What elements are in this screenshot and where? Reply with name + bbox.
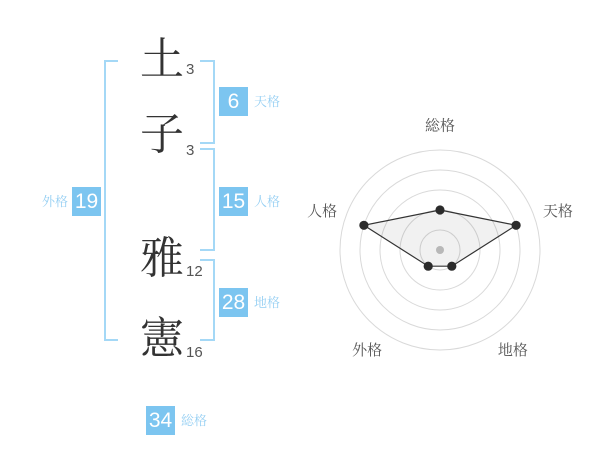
axis-label-1: 天格 [542, 203, 573, 221]
soukaku-label: 総格 [181, 413, 208, 428]
data-point-dot [447, 262, 456, 271]
axis-label-0: 総格 [424, 117, 456, 135]
gaikaku-label: 外格 [42, 194, 69, 209]
stroke-count-4: 16 [186, 344, 203, 361]
name-char-1: 土 [140, 35, 184, 84]
data-point-dot [359, 221, 368, 230]
name-char-3: 雅 [140, 234, 184, 283]
gaikaku-value-badge: 19 [72, 187, 101, 216]
radar-chart [300, 100, 600, 400]
radar-polygon [364, 210, 516, 266]
stroke-count-1: 3 [186, 61, 195, 78]
chikaku-value-badge: 28 [219, 288, 248, 317]
axis-label-2: 地格 [497, 341, 528, 359]
name-char-4: 憲 [140, 314, 184, 363]
soukaku-value-badge: 34 [146, 406, 175, 435]
jinkaku-label: 人格 [254, 194, 281, 209]
tenkaku-label: 天格 [254, 94, 281, 109]
data-point-dot [435, 205, 444, 214]
name-char-2: 子 [140, 110, 184, 159]
tenkaku-value-badge: 6 [219, 87, 248, 116]
data-point-dot [512, 221, 521, 230]
stroke-count-2: 3 [186, 142, 195, 159]
stroke-count-3: 12 [186, 263, 203, 280]
axis-label-4: 人格 [307, 203, 338, 221]
radar-chart-container [300, 100, 600, 400]
gaikaku-bracket [104, 60, 118, 341]
jinkaku-value-badge: 15 [219, 187, 248, 216]
chikaku-label: 地格 [254, 295, 281, 310]
axis-label-3: 外格 [352, 341, 383, 359]
data-point-dot [424, 262, 433, 271]
jinkaku-bracket [200, 148, 215, 251]
center-dot [436, 246, 444, 254]
